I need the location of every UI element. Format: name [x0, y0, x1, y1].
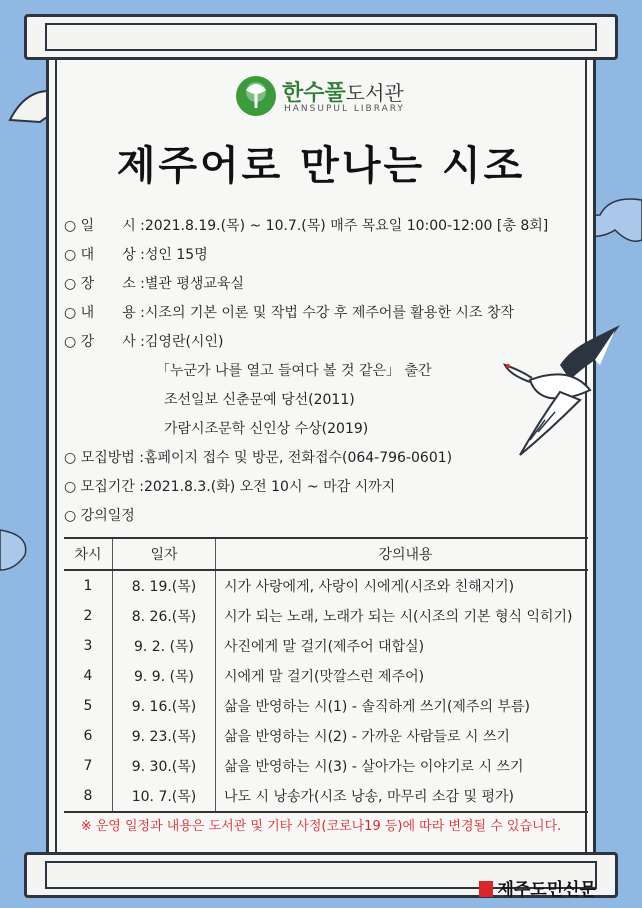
table-row: 8 10. 7.(목) 나도 시 낭송가(시조 낭송, 마무리 소감 및 평가) [64, 781, 588, 812]
table-row: 1 8. 19.(목) 시가 사랑에게, 사랑이 시에게(시조와 친해지기) [64, 570, 588, 601]
library-logo [236, 74, 436, 122]
schedule-notice: ※ 운영 일정과 내용은 도서관 및 기타 사정(코로나19 등)에 따라 변경될 수 있습니다. [80, 819, 562, 834]
program-info [64, 212, 564, 531]
table-row: 4 9. 9. (목) 시에게 말 걸기(맛깔스런 제주어) [64, 661, 588, 691]
info-target: ○ 대 상 :성인 15명 [64, 247, 208, 263]
press-credit [479, 875, 596, 900]
table-row: 7 9. 30.(목) 삶을 반영하는 시(3) - 살아가는 이야기로 시 쓰기 [64, 751, 588, 781]
info-content: ○ 내 용 :시조의 기본 이론 및 작법 수강 후 제주어를 활용한 시조 창작 [64, 305, 514, 321]
lecturer-bio-3: 가람시조문학 신인상 수상(2019) [164, 421, 369, 437]
info-place: ○ 장 소 :별관 평생교육실 [64, 276, 245, 292]
schedule-table [64, 537, 588, 813]
library-name-english: HANSUPUL LIBRARY [284, 104, 405, 114]
table-row: 5 9. 16.(목) 삶을 반영하는 시(1) - 솔직하게 쓰기(제주의 부름) [64, 691, 588, 721]
press-name: 제주도민신문 [497, 880, 596, 900]
info-lecturer: ○ 강 사 :김영란(시인) [64, 334, 224, 350]
info-schedule-heading: ○ 강의일정 [64, 508, 135, 524]
scroll-roll-top [24, 14, 618, 60]
header-content: 강의내용 [216, 538, 589, 570]
info-recruit-method: ○ 모집방법 :홈페이지 접수 및 방문, 전화접수(064-796-0601) [64, 450, 453, 466]
table-row: 3 9. 2. (목) 사진에게 말 걸기(제주어 대합실) [64, 631, 588, 661]
library-name-suffix: 도서관 [345, 81, 404, 105]
poster-title: 제주어로 만나는 시조 [116, 143, 526, 189]
press-logo-icon [479, 881, 493, 897]
info-recruit-period: ○ 모집기간 :2021.8.3.(화) 오전 10시 ~ 마감 시까지 [64, 479, 396, 495]
tree-icon [236, 76, 276, 116]
lecturer-bio-2: 조선일보 신춘문예 당선(2011) [164, 392, 355, 408]
cloud-decoration-bottom-left [0, 520, 40, 580]
table-row: 6 9. 23.(목) 삶을 반영하는 시(2) - 가까운 사람들로 시 쓰기 [64, 721, 588, 751]
lecturer-bio-1: 「누군가 나를 열고 들여다 볼 것 같은」 출간 [156, 363, 432, 379]
header-date: 일자 [113, 538, 216, 570]
header-session: 차시 [64, 538, 113, 570]
crane-illustration [500, 320, 630, 470]
table-row: 2 8. 26.(목) 시가 되는 노래, 노래가 되는 시(시조의 기본 형식 익히기) [64, 601, 588, 631]
paper-border-left [55, 58, 57, 854]
info-date: ○ 일 시 :2021.8.19.(목) ~ 10.7.(목) 매주 목요일 10:00-12:00 [총 8회] [64, 218, 549, 234]
schedule-header-row [64, 538, 588, 570]
library-name-main: 한수풀 [282, 81, 346, 106]
library-name [282, 76, 404, 107]
